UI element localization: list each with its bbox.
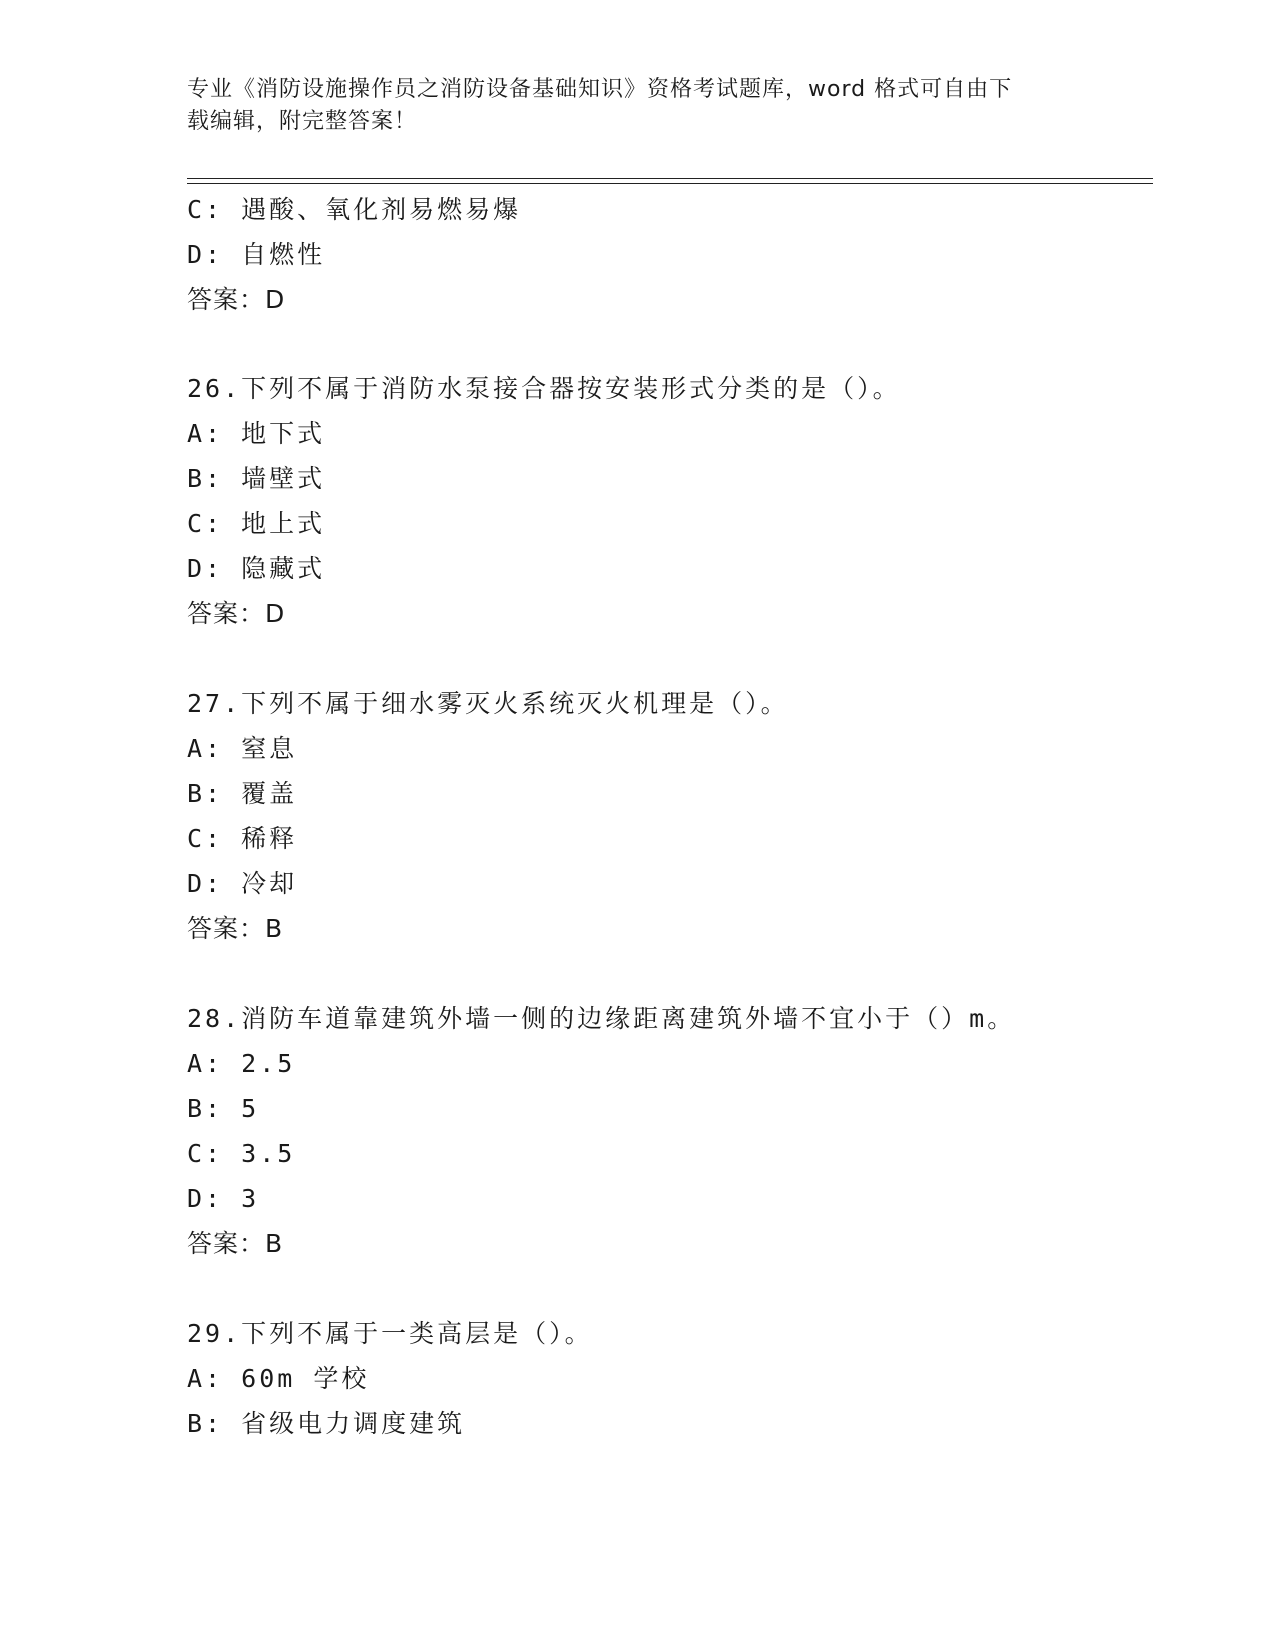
- question-28: 28.消防车道靠建筑外墙一侧的边缘距离建筑外墙不宜小于（）m。: [187, 1004, 1016, 1033]
- question-27: 27.下列不属于细水雾灭火系统灭火机理是（）。: [187, 689, 789, 718]
- option-c-q27: C: 稀释: [187, 824, 298, 853]
- document-header: [187, 74, 1067, 138]
- option-b-q29: B: 省级电力调度建筑: [187, 1409, 466, 1438]
- answer-q26: 答案：D: [187, 599, 286, 628]
- option-a-q27: A: 窒息: [187, 734, 298, 763]
- answer-q27: 答案：B: [187, 914, 284, 943]
- answer-q25: 答案：D: [187, 285, 286, 314]
- option-d-q28: D: 3: [187, 1184, 260, 1213]
- header-divider-top: [187, 178, 1153, 179]
- option-a-q26: A: 地下式: [187, 419, 326, 448]
- option-a-q29: A: 60m 学校: [187, 1364, 370, 1393]
- option-a-q28: A: 2.5: [187, 1049, 296, 1078]
- header-line-2: 载编辑，附完整答案！: [187, 109, 418, 134]
- question-29: 29.下列不属于一类高层是（）。: [187, 1319, 593, 1348]
- header-divider-bottom: [187, 183, 1153, 184]
- question-26: 26.下列不属于消防水泵接合器按安装形式分类的是（）。: [187, 374, 901, 403]
- option-c-q25: C: 遇酸、氧化剂易燃易爆: [187, 195, 522, 224]
- option-d-q25: D: 自燃性: [187, 240, 326, 269]
- option-c-q28: C: 3.5: [187, 1139, 296, 1168]
- header-line-1: 专业《消防设施操作员之消防设备基础知识》资格考试题库，word 格式可自由下: [187, 77, 1013, 102]
- answer-q28: 答案：B: [187, 1229, 284, 1258]
- option-c-q26: C: 地上式: [187, 509, 326, 538]
- option-d-q26: D: 隐藏式: [187, 554, 326, 583]
- option-b-q28: B: 5: [187, 1094, 260, 1123]
- option-b-q26: B: 墙壁式: [187, 464, 326, 493]
- option-d-q27: D: 冷却: [187, 869, 298, 898]
- option-b-q27: B: 覆盖: [187, 779, 298, 808]
